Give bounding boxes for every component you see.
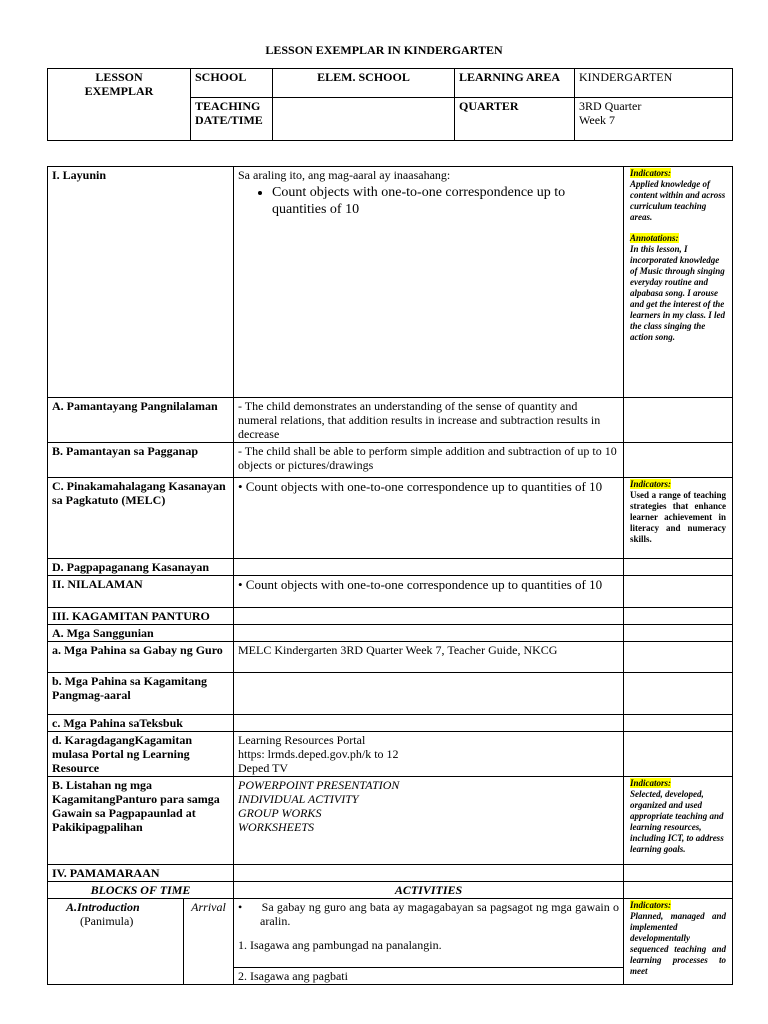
portal-line-2: https: lrmds.deped.gov.ph/k to 12 [238, 747, 399, 761]
blocks-header-row [48, 882, 733, 899]
nilalaman-label: II. NILALAMAN [48, 576, 234, 608]
gabay-guro-label: a. Mga Pahina sa Gabay ng Guro [48, 642, 234, 673]
indicators-label: Indicators: [630, 168, 672, 178]
pamantayang-label: A. Pamantayang Pangnilalaman [48, 398, 234, 443]
melc-indicators-text: Used a range of teaching strategies that enhance learner achievement in literacy and numeracy skills. [630, 490, 726, 544]
pagpapaganang-label: D. Pagpapaganang Kasanayan [48, 559, 234, 576]
melc-row [48, 478, 733, 559]
listahan-label: B. Listahan ng mga KagamitangPanturo para samga Gawain sa Pagpapaunlad at Pakikipagpalihan [48, 777, 234, 865]
pagganap-row [48, 443, 733, 478]
nilalaman-row [48, 576, 733, 608]
page-title: LESSON EXEMPLAR IN KINDERGARTEN [265, 43, 503, 57]
portal-line-1: Learning Resources Portal [238, 733, 366, 747]
melc-indicators-label: Indicators: [630, 479, 672, 489]
introduction-bullet: • Sa gabay ng guro ang bata ay magagabayan sa pagsagot ng mga gawain o aralin. [238, 900, 620, 928]
quarter-value [575, 98, 733, 141]
lesson-exemplar-cell: LESSON EXEMPLAR [48, 69, 191, 141]
introduction-label: A.Introduction [66, 900, 140, 914]
blocks-of-time-header: BLOCKS OF TIME [48, 882, 234, 899]
melc-label: C. Pinakamahalagang Kasanayan sa Pagkatuto (MELC) [48, 478, 234, 559]
listahan-indicators-label: Indicators: [630, 778, 672, 788]
pagganap-label: B. Pamantayan sa Pagganap [48, 443, 234, 478]
kagamitan-label: III. KAGAMITAN PANTURO [48, 608, 234, 625]
introduction-sub: (Panimula) [80, 914, 134, 928]
listahan-item: POWERPOINT PRESENTATION [238, 778, 400, 792]
annotations-label: Annotations: [630, 233, 679, 243]
pamamaraan-row [48, 865, 733, 882]
teksbuk-row [48, 715, 733, 732]
step-2: 2. Isagawa ang pagbati [234, 968, 624, 985]
listahan-item: GROUP WORKS [238, 806, 322, 820]
pamantayang-row [48, 398, 733, 443]
step-1: 1. Isagawa ang pambungad na panalangin. [238, 938, 442, 952]
indicators-text: Applied knowledge of content within and across curriculum teaching areas. [630, 179, 726, 222]
activities-header: ACTIVITIES [234, 882, 624, 899]
teaching-date-label: TEACHING DATE/TIME [191, 98, 273, 141]
annotations-text: In this lesson, I incorporated knowledge of Music through singing everyday routine and alpabasa song. I arouse and get the interest of the learners in my class. I led the class singing the action song. [630, 244, 726, 342]
layunin-label: I. Layunin [48, 167, 234, 398]
introduction-cell [48, 899, 184, 985]
school-value: ELEM. SCHOOL [273, 69, 455, 98]
pamamaraan-label: IV. PAMAMARAAN [48, 865, 234, 882]
sanggunian-label: A. Mga Sanggunian [48, 625, 234, 642]
introduction-side [624, 899, 733, 985]
melc-side [624, 478, 733, 559]
listahan-item: INDIVIDUAL ACTIVITY [238, 792, 359, 806]
kagamitang-row [48, 673, 733, 715]
listahan-content [234, 777, 624, 865]
arrival-cell: Arrival [184, 899, 234, 985]
portal-line-3: Deped TV [238, 761, 289, 775]
layunin-content [234, 167, 624, 398]
gabay-guro-row [48, 642, 733, 673]
layunin-bullet: • Count objects with one-to-one correspondence up to quantities of 10 [272, 184, 619, 218]
pamantayang-text: - The child demonstrates an understanding of the sense of quantity and numeral relations, that addition results in increase and subtraction results in decrease [234, 398, 624, 443]
quarter-text: 3RD Quarter [579, 99, 642, 113]
listahan-indicators-text: Selected, developed, organized and used appropriate teaching and learning resources, including ICT, to address learning goals. [630, 789, 724, 854]
portal-content [234, 732, 624, 777]
week-text: Week 7 [579, 113, 616, 127]
teksbuk-label: c. Mga Pahina saTeksbuk [48, 715, 234, 732]
listahan-item: WORKSHEETS [238, 820, 314, 834]
lesson-table [47, 166, 733, 985]
portal-label: d. KaragdagangKagamitan mulasa Portal ng Learning Resource [48, 732, 234, 777]
portal-row [48, 732, 733, 777]
listahan-side [624, 777, 733, 865]
layunin-row [48, 167, 733, 398]
teaching-date-value [273, 98, 455, 141]
header-table [47, 68, 733, 141]
gabay-guro-text: MELC Kindergarten 3RD Quarter Week 7, Teacher Guide, NKCG [234, 642, 624, 673]
kagamitang-label: b. Mga Pahina sa Kagamitang Pangmag-aaral [48, 673, 234, 715]
school-label: SCHOOL [191, 69, 273, 98]
melc-text: • Count objects with one-to-one correspondence up to quantities of 10 [234, 478, 624, 559]
learning-area-label: LEARNING AREA [455, 69, 575, 98]
introduction-indicators-label: Indicators: [630, 900, 672, 910]
learning-area-value: KINDERGARTEN [575, 69, 733, 98]
nilalaman-text: • Count objects with one-to-one correspondence up to quantities of 10 [234, 576, 624, 608]
layunin-side [624, 167, 733, 398]
pagganap-text: - The child shall be able to perform simple addition and subtraction of up to 10 objects or pictures/drawings [234, 443, 624, 478]
kagamitan-row [48, 608, 733, 625]
introduction-row [48, 899, 733, 968]
introduction-indicators-text: Planned, managed and implemented developmentally sequenced teaching and learning processes to meet [630, 911, 726, 976]
layunin-intro: Sa araling ito, ang mag-aaral ay inaasahang: [238, 168, 451, 182]
sanggunian-row [48, 625, 733, 642]
pagpapaganang-row [48, 559, 733, 576]
introduction-content [234, 899, 624, 968]
quarter-label: QUARTER [455, 98, 575, 141]
listahan-row [48, 777, 733, 865]
